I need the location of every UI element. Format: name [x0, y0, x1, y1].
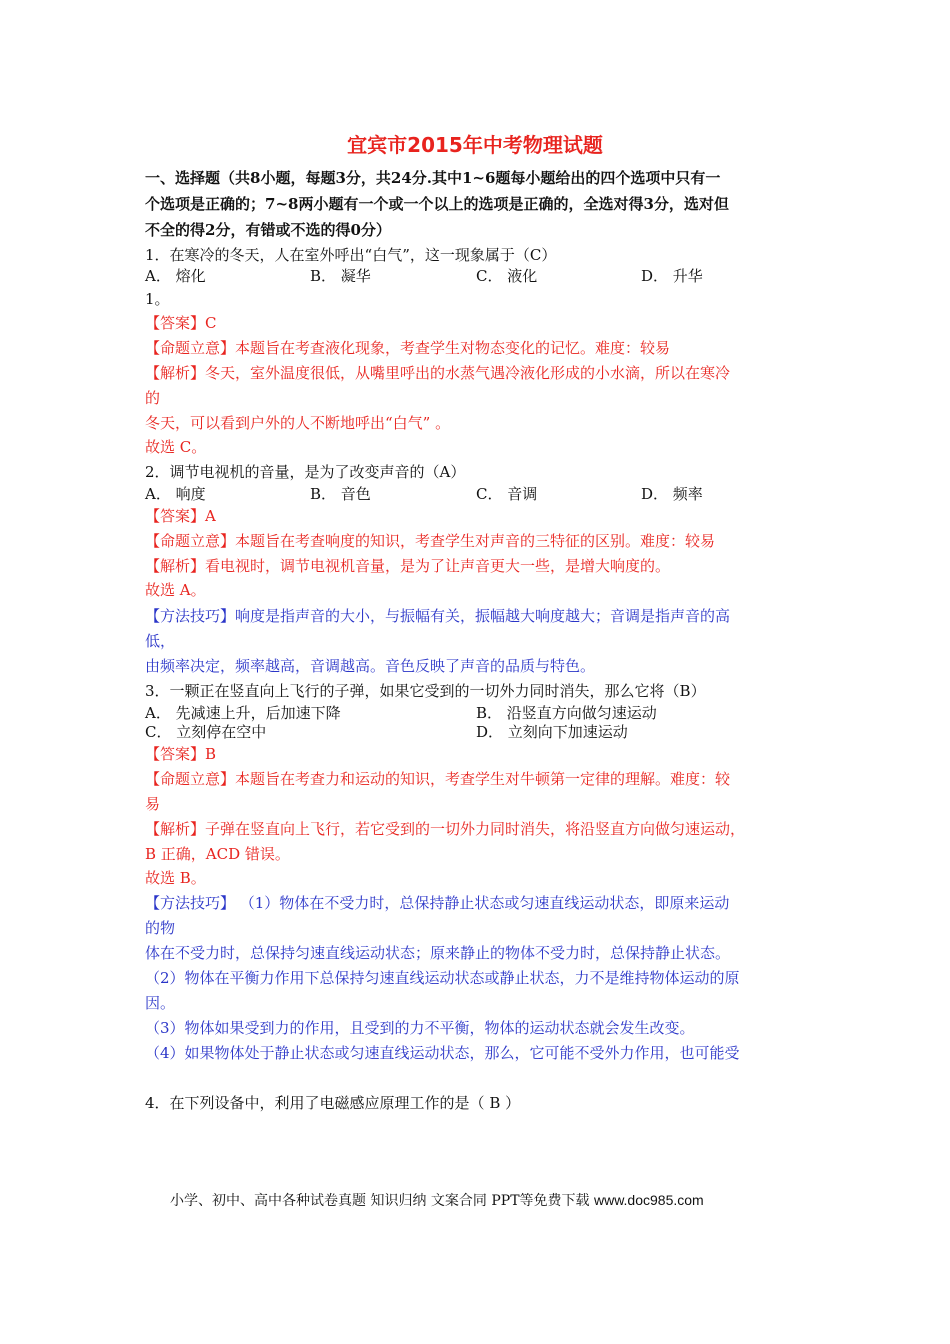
footer-url[interactable]: www.doc985.com: [593, 1192, 704, 1208]
section-heading-line-1: 一、选择题（共8小题，每题3分，共24分.其中1~6题每小题给出的四个选项中只有一: [145, 169, 721, 187]
q1-option-b: B． 凝华: [310, 267, 371, 285]
q3-option-b: B． 沿竖直方向做匀速运动: [476, 704, 657, 722]
q3-method-line-3: 体在不受力时，总保持匀速直线运动状态；原来静止的物体不受力时，总保持静止状态。: [145, 944, 731, 962]
q3-intent-line-1: 【命题立意】本题旨在考查力和运动的知识，考查学生对牛顿第一定律的理解。难度：较: [145, 770, 731, 788]
q2-option-b: B． 音色: [310, 485, 371, 503]
q3-option-c: C． 立刻停在空中: [145, 723, 267, 741]
q2-option-a: A． 响度: [145, 485, 206, 503]
q1-option-a: A． 熔化: [145, 267, 206, 285]
q3-method-line-1: 【方法技巧】 （1）物体在不受力时，总保持静止状态或匀速直线运动状态，即原来运动: [145, 894, 730, 912]
q2-choose: 故选 A。: [145, 581, 206, 599]
footer: [170, 1190, 704, 1210]
footer-text: 小学、初中、高中各种试卷真题 知识归纳 文案合同 PPT等免费下载: [170, 1193, 590, 1209]
q3-analysis-line-1: 【解析】子弹在竖直向上飞行，若它受到的一切外力同时消失，将沿竖直方向做匀速运动，: [145, 820, 746, 838]
q3-choose: 故选 B。: [145, 869, 206, 887]
q2-option-d: D． 频率: [641, 485, 703, 503]
q2-answer: 【答案】A: [145, 507, 216, 525]
q1-option-c: C． 液化: [476, 267, 538, 285]
q2-option-c: C． 音调: [476, 485, 538, 503]
q2-intent: 【命题立意】本题旨在考查响度的知识，考查学生对声音的三特征的区别。难度：较易: [145, 532, 716, 550]
q1-analysis-line-3: 冬天，可以看到户外的人不断地呼出“白气” 。: [145, 414, 451, 432]
section-heading-line-2: 个选项是正确的；7~8两小题有一个或一个以上的选项是正确的，全选对得3分，选对但: [145, 195, 729, 213]
q1-analysis-line-1: 【解析】冬天，室外温度很低，从嘴里呼出的水蒸气遇冷液化形成的小水滴，所以在寒冷: [145, 364, 731, 382]
q1-extra: 1。: [145, 290, 170, 308]
q3-method-line-6: （3）物体如果受到力的作用，且受到的力不平衡，物体的运动状态就会发生改变。: [145, 1019, 695, 1037]
q3-intent-line-2: 易: [145, 795, 161, 813]
q2-method-line-2: 低，: [145, 632, 176, 650]
q2-stem: 2．调节电视机的音量，是为了改变声音的（A）: [145, 463, 466, 481]
q1-intent: 【命题立意】本题旨在考查液化现象，考查学生对物态变化的记忆。难度：较易: [145, 339, 671, 357]
q1-answer: 【答案】C: [145, 314, 217, 332]
q3-option-d: D． 立刻向下加速运动: [476, 723, 628, 741]
q3-analysis-line-2: B 正确，ACD 错误。: [145, 845, 290, 863]
q1-choose: 故选 C。: [145, 438, 207, 456]
q1-stem: 1．在寒冷的冬天，人在室外呼出“白气”，这一现象属于（C）: [145, 246, 557, 264]
q3-stem: 3．一颗正在竖直向上飞行的子弹，如果它受到的一切外力同时消失，那么它将（B）: [145, 682, 706, 700]
page-title: 宜宾市2015年中考物理试题: [347, 133, 603, 157]
q2-method-line-1: 【方法技巧】响度是指声音的大小，与振幅有关，振幅越大响度越大；音调是指声音的高: [145, 607, 731, 625]
q4-stem: 4．在下列设备中，利用了电磁感应原理工作的是（ B ）: [145, 1094, 521, 1112]
q3-answer: 【答案】B: [145, 745, 217, 763]
q3-method-line-5: 因。: [145, 994, 176, 1012]
q3-method-line-7: （4）如果物体处于静止状态或匀速直线运动状态，那么，它可能不受外力作用，也可能受: [145, 1044, 740, 1062]
q2-analysis: 【解析】看电视时，调节电视机音量，是为了让声音更大一些，是增大响度的。: [145, 557, 671, 575]
q3-method-line-2: 的物: [145, 919, 176, 937]
q2-method-line-3: 由频率决定，频率越高，音调越高。音色反映了声音的品质与特色。: [145, 657, 596, 675]
q1-option-d: D． 升华: [641, 267, 703, 285]
q3-option-a: A． 先减速上升，后加速下降: [145, 704, 341, 722]
q3-method-line-4: （2）物体在平衡力作用下总保持匀速直线运动状态或静止状态，力不是维持物体运动的原: [145, 969, 740, 987]
q1-analysis-line-2: 的: [145, 389, 161, 407]
section-heading-line-3: 不全的得2分，有错或不选的得0分）: [145, 221, 391, 239]
